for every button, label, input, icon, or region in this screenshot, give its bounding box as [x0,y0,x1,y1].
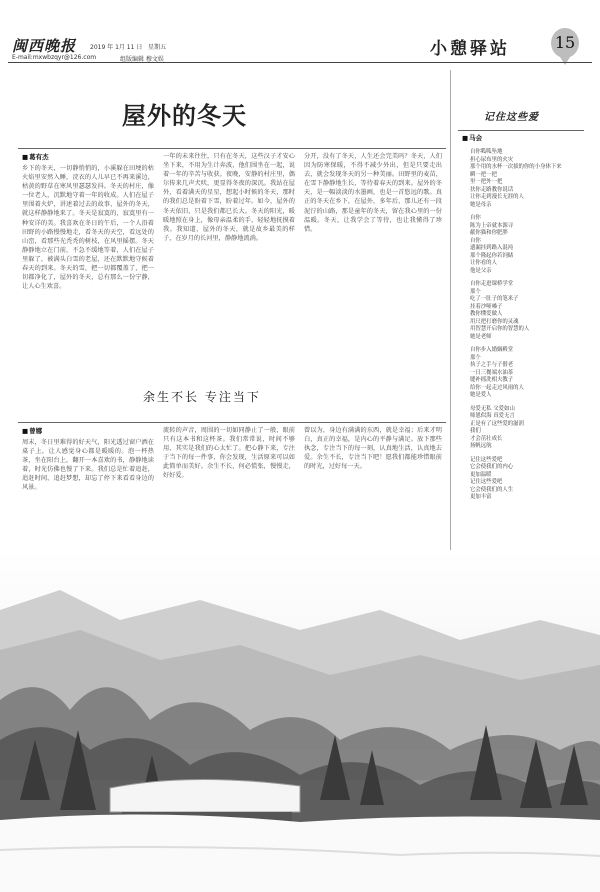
poem-line: 吃了一肚子的笔米子 [470,296,519,302]
section-divider [18,148,446,149]
poem-line: 挂着沙哑嗓子 [470,303,503,310]
poem-line: 更加丰富 [470,494,492,500]
poem-line: 我们 [470,428,481,434]
issue-date: 2019 年 1月 11 日 [90,44,143,51]
poem-stanza [470,149,584,209]
poem-line: 里一把外一把 [470,179,503,185]
poem-line: 扶你走路教你说话 [470,186,514,193]
contact-email: E-mail:mxwbzqyr@126.com [12,54,97,61]
poem-line: 它会使我们的人生 [470,486,514,493]
poem-byline: ■ 马会 [462,133,482,142]
poem-line: 她是老师 [470,333,492,340]
article1-column-3: 分开，没有了冬天，人生还会完美吗？冬天，人们因为防寒保暖，不得不减少外出，但是只要走出去，就会发现冬天的另一种美丽。田野里的麦苗，在雪下静静地生长，等待着春天的到来。屋外的冬天，是一幅淡淡的水墨画，也是一首悠远的歌。真正的冬天在乡下，在屋外，多年后，那儿还有一段泥泞的山路，那是童年的冬天，留在我心里的一份温暖。冬天，让我学会了等待，也让我懂得了珍惜。 [304,153,442,233]
poem-line: 缝补摇洗相夫教子 [470,377,514,383]
poem-divider [458,130,584,131]
page-number-badge: 15 [551,28,579,58]
article2-column-2: 流转的声音，周围的一切如同静止了一般，眼前只有这本书和这杯茶。我们常常说，时间不够用，其实是我们的心太忙了。把心静下来，专注于当下的每一件事，你会发现，生活原来可以如此简单而美好。余生不长，何必慌张，慢慢走，好好爱。 [163,427,295,480]
poem-stanza [470,281,584,341]
poem-line: 才会茁壮成长 [470,435,503,442]
column-separator [450,70,451,550]
poem-stanza [470,406,584,451]
poem-line: 正是有了这些爱的滋润 [470,420,524,427]
editor-credit: 组版编辑 穆文娱 [120,56,164,63]
poem-line: 扬帆远航 [470,443,492,449]
poem-line: 更加温暖 [470,471,492,478]
poem-line: 记住这些爱吧 [470,479,503,485]
poem-line: 她是母亲 [470,201,492,208]
poem-line: 母爱无私 父爱如山 [470,405,515,412]
pull-quote: 余生不长 专注当下 [143,390,261,404]
poem-title: 记住这些爱 [484,112,539,123]
poem-line: 给你一起走过风雨的人 [470,384,524,391]
poem-line: 记住这些爱吧 [470,456,503,463]
article2-column-1: 周末，冬日里难得的好天气，阳光透过窗户洒在桌子上，让人感觉身心都是暖暖的。泡一杯热茶，坐在阳台上，翻开一本喜欢的书，静静地读着，时光仿佛也慢了下来。我们总是忙着追赶，追赶时间，追赶梦想，却忘了停下来看看身边的风景。 [22,439,154,492]
poem-line: 让你走到漫长无涯的人 [470,194,524,200]
poem-line: 自你呱呱坠地 [470,149,503,155]
article1-column-1: 乡下的冬天，一切静悄悄的，小溪躲在田埂的枯火焰里安然入睡，浣衣的人儿早已不再来溪边，枯黄的野草在寒风里瑟瑟发抖。冬天的村庄，像一位老人，沉默地守着一年的收成。人们在屋子里围着火炉，讲述着过去的故事，屋外的冬天，就这样静静地来了。冬天是寂寞的，寂寞里有一种安详的美。我喜欢在冬日的午后，一个人沿着田野的小路慢慢地走，看冬天的天空，看远处的山峦，看那些光秃秃的树枝，在风里摇摆。冬天静静地立在门前，不急不缓地等着，人们在屋子里躲了，被满头白雪的老屋，还在默默地守候着春天的到来。冬天的雪，把一切都覆盖了，把一切都净化了，屋外的冬天，总有那么一份宁静，让人心生欢喜。 [22,165,154,291]
poem-stanza [470,347,584,400]
poem-line: 她是爱人 [470,392,492,398]
poem-line: 那个隆起你若饲储 [470,252,514,259]
article2-byline: ■ 曾娜 [22,426,42,435]
poem-line: 它会使我们的内心 [470,464,514,470]
article1-byline: ■ 葛有杰 [22,152,49,161]
poem-line: 瞬一把一把 [470,171,497,178]
poem-line: 陈为上帝就本源寻 [470,222,514,229]
poem-line: 那个 [470,354,481,361]
poem-line: 一日三餐端水油茶 [470,369,514,376]
article-headline: 屋外的冬天 [122,101,247,130]
poem-line: 自你步入婚姻殿堂 [470,347,514,353]
poem-line: 担心尿布里的火灾 [470,156,514,163]
poem-line: 师恩似海 真爱无言 [470,413,515,419]
snow-landscape-photo [0,550,600,892]
poem-line: 那个 [470,288,481,295]
poem-line: 用智慧开启你的智慧的人 [470,326,530,332]
masthead: 闽西晚报 [12,37,77,55]
article2-column-3: 曾以为，身边有满满的东西，就是幸福；后来才明白，真正的幸福，是内心的平静与满足。放下那些执念，专注当下的每一刻，认真地生活，认真地去爱。余生不长，专注当下吧！愿我们都能珍惜眼前的时光，过好每一天。 [304,427,442,471]
poem-body [470,149,584,508]
header-divider [8,62,592,63]
poem-stanza [470,215,584,275]
poem-line: 他是父亲 [470,267,492,274]
poem-line: 教你懂爱做人 [470,311,503,317]
section-title: 小憩驿站 [430,39,510,59]
poem-line: 自你 [470,237,481,244]
poem-line: 用尺把打磨你的灵魂 [470,318,519,325]
poem-line: 自你走进课桥学堂 [470,281,514,287]
poem-line: 执子之手与子偕老 [470,362,514,368]
poem-line: 遗漏挂到路入混沌 [470,245,514,251]
poem-stanza [470,457,584,502]
section-divider-2 [18,422,446,423]
issue-weekday: 星期五 [148,44,167,51]
poem-line: 那个用的水杯一次拔的你的小身体下来 [470,164,562,170]
article1-column-2: 一年的未来往往，只有在冬天，这些汉子才安心坐下来，不用为生计奔波，他们围坐在一起，说着一年的辛苦与收获。夜晚，安静的村庄里，偶尔传来几声犬吠，更显得冬夜的深沉。我站在屋外，看着满天的星星，想起小时候的冬天，那时的我们总是盼着下雪，盼着过年。如今，屋外的冬天依旧，只是我们都已长大。冬天的阳光，暖暖地照在身上，像母亲温柔的手，轻轻地抚摸着我。我知道，屋外的冬天，就是故乡最美的样子，在岁月的长河里，静静地流淌。 [163,153,295,242]
poem-line: 让你看的人 [470,260,497,266]
poem-line: 自你 [470,215,481,221]
poem-line: 献你猫和你肥胖 [470,230,508,236]
